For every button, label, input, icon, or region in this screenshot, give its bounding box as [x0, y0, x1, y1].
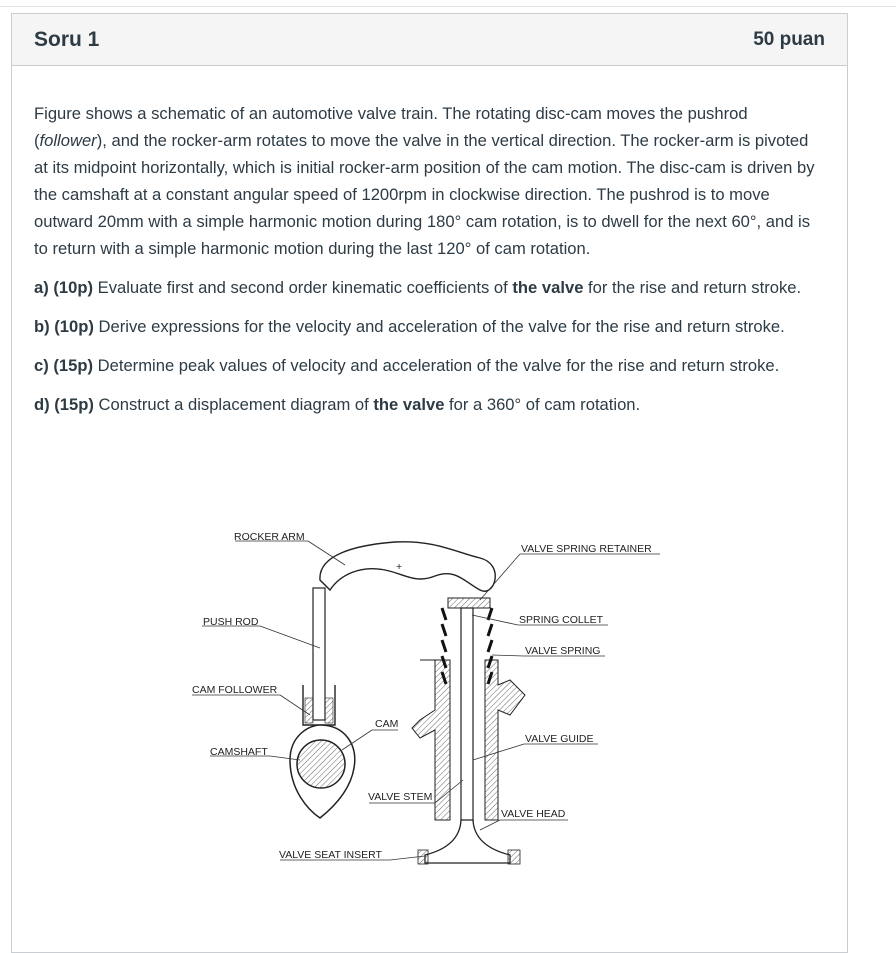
label-valve-stem: VALVE STEM: [368, 791, 433, 803]
cam-follower-hatch-right: [325, 698, 333, 723]
label-valve-guide: VALVE GUIDE: [525, 733, 594, 745]
label-valve-spring-retainer: VALVE SPRING RETAINER: [521, 543, 652, 555]
spring-retainer-shape: [448, 598, 490, 608]
part-a: [34, 274, 825, 301]
part-b-label: b) (10p): [34, 317, 94, 336]
part-c: [34, 352, 825, 379]
valve-stem-shape: [461, 608, 473, 838]
label-push-rod: PUSH ROD: [203, 616, 259, 628]
part-a-text-2: for the rise and return stroke.: [583, 278, 802, 297]
valve-head-shape: [425, 820, 510, 863]
question-title: Soru 1: [34, 27, 100, 51]
push-rod-shape: [313, 588, 325, 720]
problem-text-italic: follower: [39, 131, 97, 150]
problem-text-1: Figure shows a schematic of an automotive valve train. The rotating disc-cam moves the pushrod (: [34, 104, 748, 150]
problem-statement: [34, 100, 825, 262]
valve-train-diagram: [180, 520, 680, 880]
label-spring-collet: SPRING COLLET: [519, 614, 604, 626]
part-b: [34, 313, 825, 340]
part-b-text: Derive expressions for the velocity and acceleration of the valve for the rise and return stroke.: [93, 317, 785, 336]
part-c-text: Determine peak values of velocity and acceleration of the valve for the rise and return stroke.: [93, 356, 780, 375]
rocker-pivot-mark: +: [396, 561, 403, 573]
label-valve-seat-insert: VALVE SEAT INSERT: [279, 849, 382, 861]
part-d-bold: the valve: [373, 395, 445, 414]
camshaft-shape: [297, 740, 345, 788]
part-a-label: a) (10p): [34, 278, 94, 297]
label-camshaft: CAMSHAFT: [210, 746, 268, 758]
cam-follower-hatch: [305, 698, 313, 723]
label-valve-head: VALVE HEAD: [501, 808, 566, 820]
question-points: 50 puan: [753, 28, 825, 50]
valve-seat-insert-right: [508, 850, 520, 864]
label-valve-spring: VALVE SPRING: [525, 645, 601, 657]
part-d-label: d) (15p): [34, 395, 94, 414]
part-d: [34, 391, 825, 418]
part-a-bold: the valve: [512, 278, 584, 297]
rocker-arm-shape: [320, 542, 495, 591]
part-d-text-1: Construct a displacement diagram of: [93, 395, 374, 414]
question-header: [12, 14, 847, 66]
cylinder-head-right: [485, 660, 525, 820]
label-rocker-arm: ROCKER ARM: [234, 531, 305, 543]
label-cam-follower: CAM FOLLOWER: [192, 684, 278, 696]
part-c-label: c) (15p): [34, 356, 94, 375]
question-body: [12, 66, 847, 418]
top-divider: [0, 6, 896, 7]
leader-lines: [192, 541, 660, 860]
part-d-text-2: for a 360° of cam rotation.: [444, 395, 641, 414]
problem-text-2: ), and the rocker-arm rotates to move the valve in the vertical direction. The rocker-arm is pivoted at its midpoint horizontally, which is initial rocker-arm position of the cam motion. The disc-cam is driven by the camshaft at a constant angular speed of 1200rpm in clockwise direction. The pushrod is to move outward 20mm with a simple harmonic motion during 180° cam rotation, is to dwell for the next 60°, and is to return with a simple harmonic motion during the last 120° of cam rotation.: [34, 131, 815, 258]
part-a-text-1: Evaluate first and second order kinematic coefficients of: [93, 278, 513, 297]
label-cam: CAM: [375, 718, 399, 730]
